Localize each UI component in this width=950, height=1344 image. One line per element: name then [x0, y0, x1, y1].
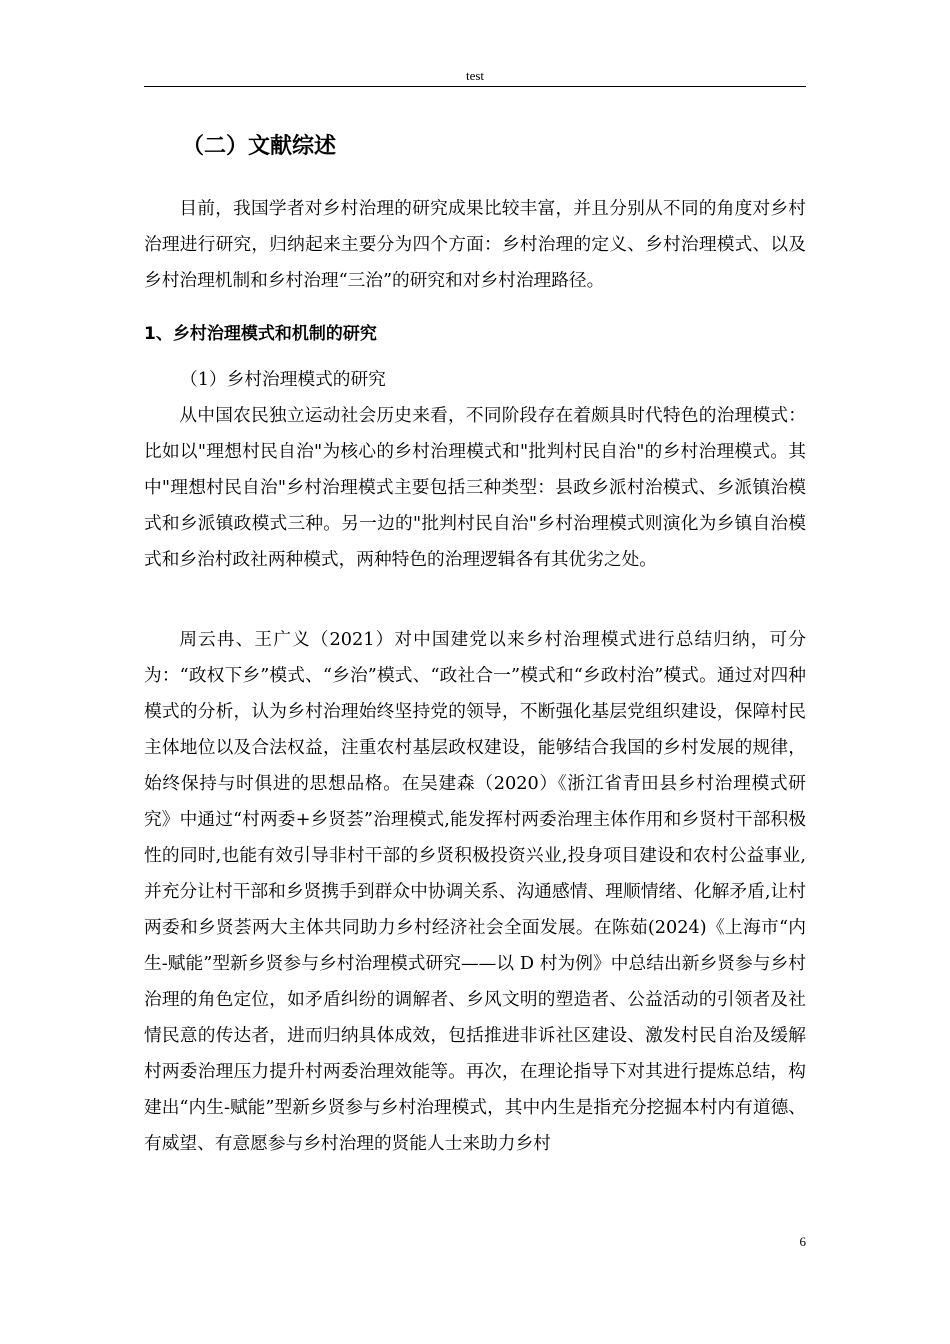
paragraph-history: 从中国农民独立运动社会历史来看，不同阶段存在着颇具时代特色的治理模式：比如以"理想村民自治"为核心的乡村治理模式和"批判村民自治"的乡村治理模式。其中"理想村民自治"乡村治理模式主要包括三种类型：县政乡派村治模式、乡派镇治模式和乡派镇政模式三种。另一边的"批判村民自治"乡村治理模式则演化为乡镇自治模式和乡治村政社两种模式，两种特色的治理逻辑各有其优劣之处。: [144, 406, 806, 570]
header-rule: [144, 86, 806, 87]
section-title: （二）文献综述: [182, 134, 337, 159]
subsection-heading: 1、乡村治理模式和机制的研究: [144, 324, 377, 344]
intro-paragraph: 目前，我国学者对乡村治理的研究成果比较丰富，并且分别从不同的角度对乡村治理进行研究，归纳起来主要分为四个方面：乡村治理的定义、乡村治理模式、以及乡村治理机制和乡村治理“三治”的研究和对乡村治理路径。: [144, 199, 806, 291]
paragraph-review: 周云冉、王广义（2021）对中国建党以来乡村治理模式进行总结归纳，可分为：“政权下乡”模式、“乡治”模式、“政社合一”模式和“乡政村治”模式。通过对四种模式的分析，认为乡村治理始终坚持党的领导，不断强化基层党组织建设，保障村民主体地位以及合法权益，注重农村基层政权建设，能够结合我国的乡村发展的规律，始终保持与时俱进的思想品格。在吴建森（2020）《浙江省青田县乡村治理模式研究》中通过“村两委+乡贤荟”治理模式,能发挥村两委治理主体作用和乡贤村干部积极性的同时,也能有效引导非村干部的乡贤积极投资兴业,投身项目建设和农村公益事业,并充分让村干部和乡贤携手到群众中协调关系、沟通感情、理顺情绪、化解矛盾,让村两委和乡贤荟两大主体共同助力乡村经济社会全面发展。在陈茹(2024)《上海市“内生-赋能”型新乡贤参与乡村治理模式研究——以 D 村为例》中总结出新乡贤参与乡村治理的角色定位，如矛盾纠纷的调解者、乡风文明的塑造者、公益活动的引领者及社情民意的传达者，进而归纳具体成效，包括推进非诉社区建设、激发村民自治及缓解村两委治理压力提升村两委治理效能等。再次，在理论指导下对其进行提炼总结，构建出“内生-赋能”型新乡贤参与乡村治理模式，其中内生是指充分挖掘本村内有道德、有威望、有意愿参与乡村治理的贤能人士来助力乡村: [144, 630, 806, 1154]
page-number: 6: [799, 1234, 806, 1249]
subsubsection-heading: （1）乡村治理模式的研究: [180, 370, 386, 390]
page-header: test: [465, 68, 485, 83]
